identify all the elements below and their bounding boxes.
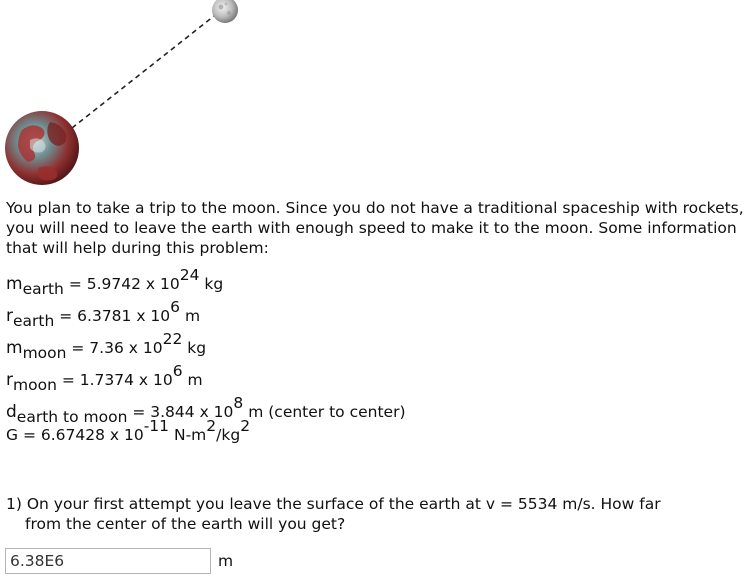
g-exponent: -11 — [143, 417, 170, 435]
symbol: m — [6, 274, 23, 294]
symbol: m — [6, 338, 23, 358]
answer-input[interactable] — [5, 548, 211, 574]
unit: kg — [204, 275, 224, 293]
earth-moon-dashed-line — [72, 16, 214, 128]
earth-icon — [5, 111, 79, 185]
mantissa: = 7.36 x 10 — [71, 339, 163, 357]
subscript: earth — [22, 280, 64, 298]
exponent: 8 — [233, 394, 244, 412]
exponent: 24 — [179, 266, 200, 284]
mantissa: = 5.9742 x 10 — [68, 275, 180, 293]
g-unit-a: N-m — [173, 426, 207, 444]
subscript: earth — [13, 312, 55, 330]
exponent: 6 — [170, 298, 181, 316]
problem-intro: You plan to take a trip to the moon. Since you do not have a traditional spaceship with rockets, you will need to leave the earth with enough speed to make it to the moon. Some information that will help during this problem: — [6, 199, 744, 257]
g-prefix: G = 6.67428 x 10 — [6, 426, 144, 444]
g-unit-b: /kg — [216, 426, 241, 444]
question-1 — [6, 494, 746, 534]
unit: m — [184, 307, 201, 325]
g-unit-sup-a: 2 — [206, 417, 217, 435]
exponent: 22 — [162, 330, 183, 348]
unit: m (center to center) — [248, 403, 406, 421]
exponent: 6 — [172, 362, 183, 380]
subscript: moon — [13, 376, 57, 394]
symbol: r — [6, 306, 13, 326]
mantissa: = 3.844 x 10 — [132, 403, 234, 421]
mantissa: = 6.3781 x 10 — [59, 307, 171, 325]
mantissa: = 1.7374 x 10 — [61, 371, 173, 389]
earth-moon-illustration — [0, 0, 754, 195]
question-text-line1: On your first attempt you leave the surface of the earth at v = 5534 m/s. How far — [26, 495, 661, 513]
symbol: r — [6, 370, 13, 390]
subscript: moon — [22, 344, 67, 362]
g-unit-sup-b: 2 — [240, 417, 251, 435]
symbol: d — [6, 402, 17, 422]
unit: kg — [187, 339, 207, 357]
question-text-line2: from the center of the earth will you get? — [25, 515, 346, 533]
answer-row — [5, 546, 233, 576]
moon-icon — [212, 0, 238, 23]
subscript: earth to moon — [16, 408, 128, 426]
question-number: 1) — [6, 495, 22, 513]
answer-unit: m — [218, 552, 234, 570]
unit: m — [187, 371, 203, 389]
